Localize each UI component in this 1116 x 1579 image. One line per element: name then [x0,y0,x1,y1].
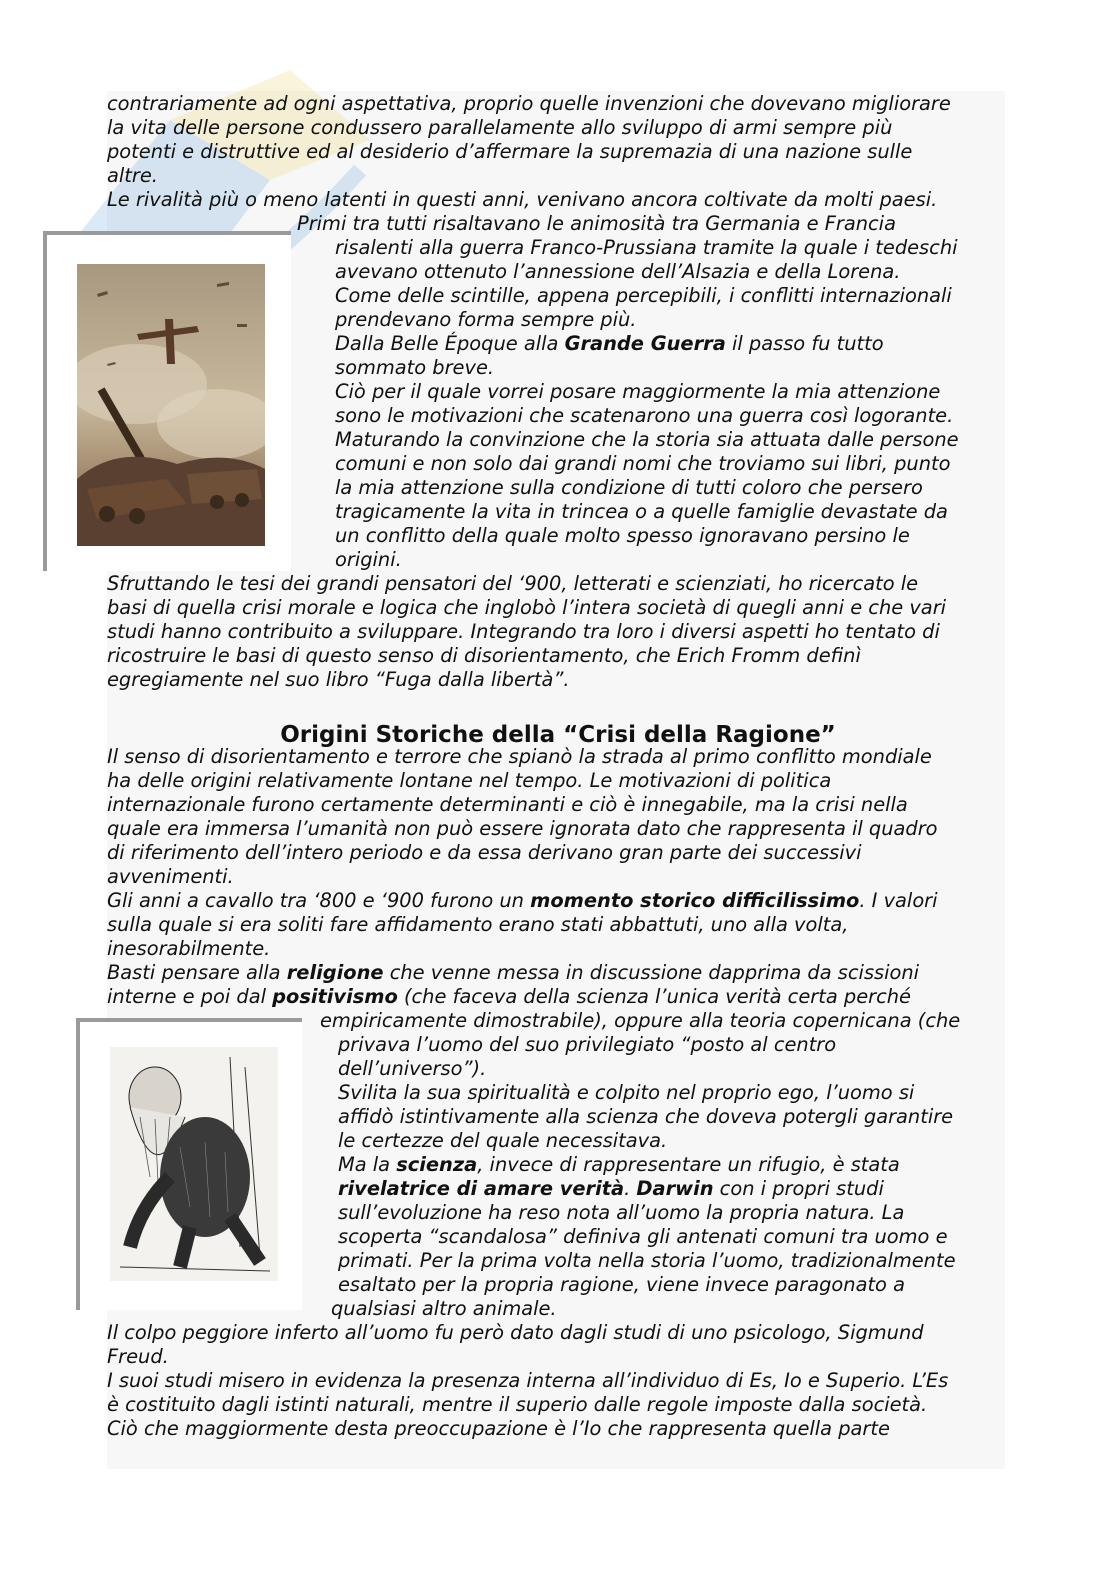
text-line: un conflitto della quale molto spesso ignoravano persino le [335,524,910,547]
text-line: esaltato per la propria ragione, viene invece paragonato a [338,1273,905,1296]
text-line: Il senso di disorientamento e terrore che spianò la strada al primo conflitto mondiale [107,745,932,768]
text-line [338,1153,900,1177]
text-line [107,889,938,913]
text-line: la mia attenzione sulla condizione di tutti coloro che persero [335,476,923,499]
text-line: Svilita la sua spiritualità e colpito nel proprio ego, l’uomo si [338,1081,915,1104]
text-line: ricostruire le basi di questo senso di disorientamento, che Erich Fromm definì [107,644,861,667]
text-line: Maturando la convinzione che la storia sia attuata dalle persone [335,428,959,451]
text-line: ha delle origini relativamente lontane nel tempo. Le motivazioni di politica [107,769,832,792]
text-line: Sfruttando le tesi dei grandi pensatori del ‘900, letterati e scienziati, ho ricercato le [107,572,919,595]
text-line: primati. Per la prima volta nella storia l’uomo, tradizionalmente [338,1249,956,1272]
text-line [107,961,919,985]
text-line: Il colpo peggiore inferto all’uomo fu però dato dagli studi di uno psicologo, Sigmund [107,1321,924,1344]
text-line: sulla quale si era soliti fare affidamento erano stati abbattuti, uno alla volta, [107,913,849,936]
bold-religione: religione [286,961,384,984]
bold-momento-storico: momento storico difficilissimo [530,889,860,912]
text-line: inesorabilmente. [107,937,271,960]
text-line: empiricamente dimostrabile), oppure alla teoria copernicana (che [320,1009,961,1032]
text-line: Primi tra tutti risaltavano le animosità tra Germania e Francia [297,212,896,235]
text-line: comuni e non solo dai grandi nomi che troviamo sui libri, punto [335,452,951,475]
text-line: Le rivalità più o meno latenti in questi anni, venivano ancora coltivate da molti paesi. [107,188,938,211]
text-line: studi hanno contribuito a sviluppare. Integrando tra loro i diversi aspetti ho tentato di [107,620,940,643]
darwin-caricature-image [110,1047,278,1281]
text-line: dell’universo”). [338,1057,487,1080]
text-line: la vita delle persone condussero parallelamente allo sviluppo di armi sempre più [107,116,893,139]
text-line: quale era immersa l’umanità non può essere ignorata dato che rappresenta il quadro [107,817,938,840]
text-run: Gli anni a cavallo tra ‘800 e ‘900 furono un [107,889,531,912]
text-line: sull’evoluzione ha reso nota all’uomo la propria natura. La [338,1201,905,1224]
text-line: tragicamente la vita in trincea o a quelle famiglie devastate da [335,500,948,523]
text-line: qualsiasi altro animale. [331,1297,557,1320]
text-line: sono le motivazioni che scatenarono una guerra così logorante. [335,404,954,427]
section-heading: Origini Storiche della “Crisi della Ragione” [280,722,836,748]
text-line: avevano ottenuto l’annessione dell’Alsazia e della Lorena. [335,260,901,283]
text-line: Come delle scintille, appena percepibili, i conflitti internazionali [335,284,952,307]
text-run: il passo fu tutto [725,332,884,355]
text-line: risalenti alla guerra Franco-Prussiana tramite la quale i tedeschi [335,236,958,259]
text-run: Basti pensare alla [107,961,287,984]
war-scene-image [77,264,265,546]
text-line: scoperta “scandalosa” definiva gli antenati comuni tra uomo e [338,1225,948,1248]
text-line: le certezze del quale necessitava. [338,1129,668,1152]
text-line: contrariamente ad ogni aspettativa, proprio quelle invenzioni che dovevano migliorare [107,92,951,115]
text-line: affidò istintivamente alla scienza che doveva potergli garantire [338,1105,954,1128]
text-line: di riferimento dell’intero periodo e da essa derivano gran parte dei successivi [107,841,862,864]
text-line: Ciò per il quale vorrei posare maggiormente la mia attenzione [335,380,941,403]
text-run: interne e poi dal [107,985,273,1008]
text-line: è costituito dagli istinti naturali, mentre il superio dalle regole imposte dalla società. [107,1393,928,1416]
text-line: origini. [335,548,402,571]
text-line: prendevano forma sempre più. [335,308,637,331]
text-run: che venne messa in discussione dapprima da scissioni [383,961,920,984]
text-line [338,1177,884,1201]
text-line [107,985,911,1009]
text-line: avvenimenti. [107,865,234,888]
bold-positivismo: positivismo [272,985,398,1008]
text-run: . I valori [859,889,938,912]
bold-darwin: Darwin [636,1177,714,1200]
bold-scienza: scienza [396,1153,478,1176]
text-line: Ciò che maggiormente desta preoccupazione è l’Io che rappresenta quella parte [107,1417,890,1440]
text-line: internazionale furono certamente determinanti e ciò è innegabile, ma la crisi nella [107,793,908,816]
bold-rivelatrice: rivelatrice di amare verità [338,1177,625,1200]
text-line: basi di quella crisi morale e logica che inglobò l’intera società di quegli anni e che vari [107,596,947,619]
text-line: altre. [107,164,158,187]
text-line [335,332,884,356]
text-line: egregiamente nel suo libro “Fuga dalla libertà”. [107,668,570,691]
text-run: Dalla Belle Époque alla [335,332,565,355]
text-line: Freud. [107,1345,169,1368]
text-run: (che faceva della scienza l’unica verità certa perché [397,985,911,1008]
text-line: sommato breve. [335,356,495,379]
bold-grande-guerra: Grande Guerra [564,332,726,355]
text-line: privava l’uomo del suo privilegiato “posto al centro [338,1033,837,1056]
text-line: I suoi studi misero in evidenza la presenza interna all’individuo di Es, Io e Superio. L’Es [107,1369,949,1392]
text-line: potenti e distruttive ed al desiderio d’affermare la supremazia di una nazione sulle [107,140,913,163]
text-run: Ma la [338,1153,397,1176]
text-run: con i propri studi [713,1177,884,1200]
text-run: . [624,1177,637,1200]
text-run: , invece di rappresentare un rifugio, è stata [477,1153,900,1176]
